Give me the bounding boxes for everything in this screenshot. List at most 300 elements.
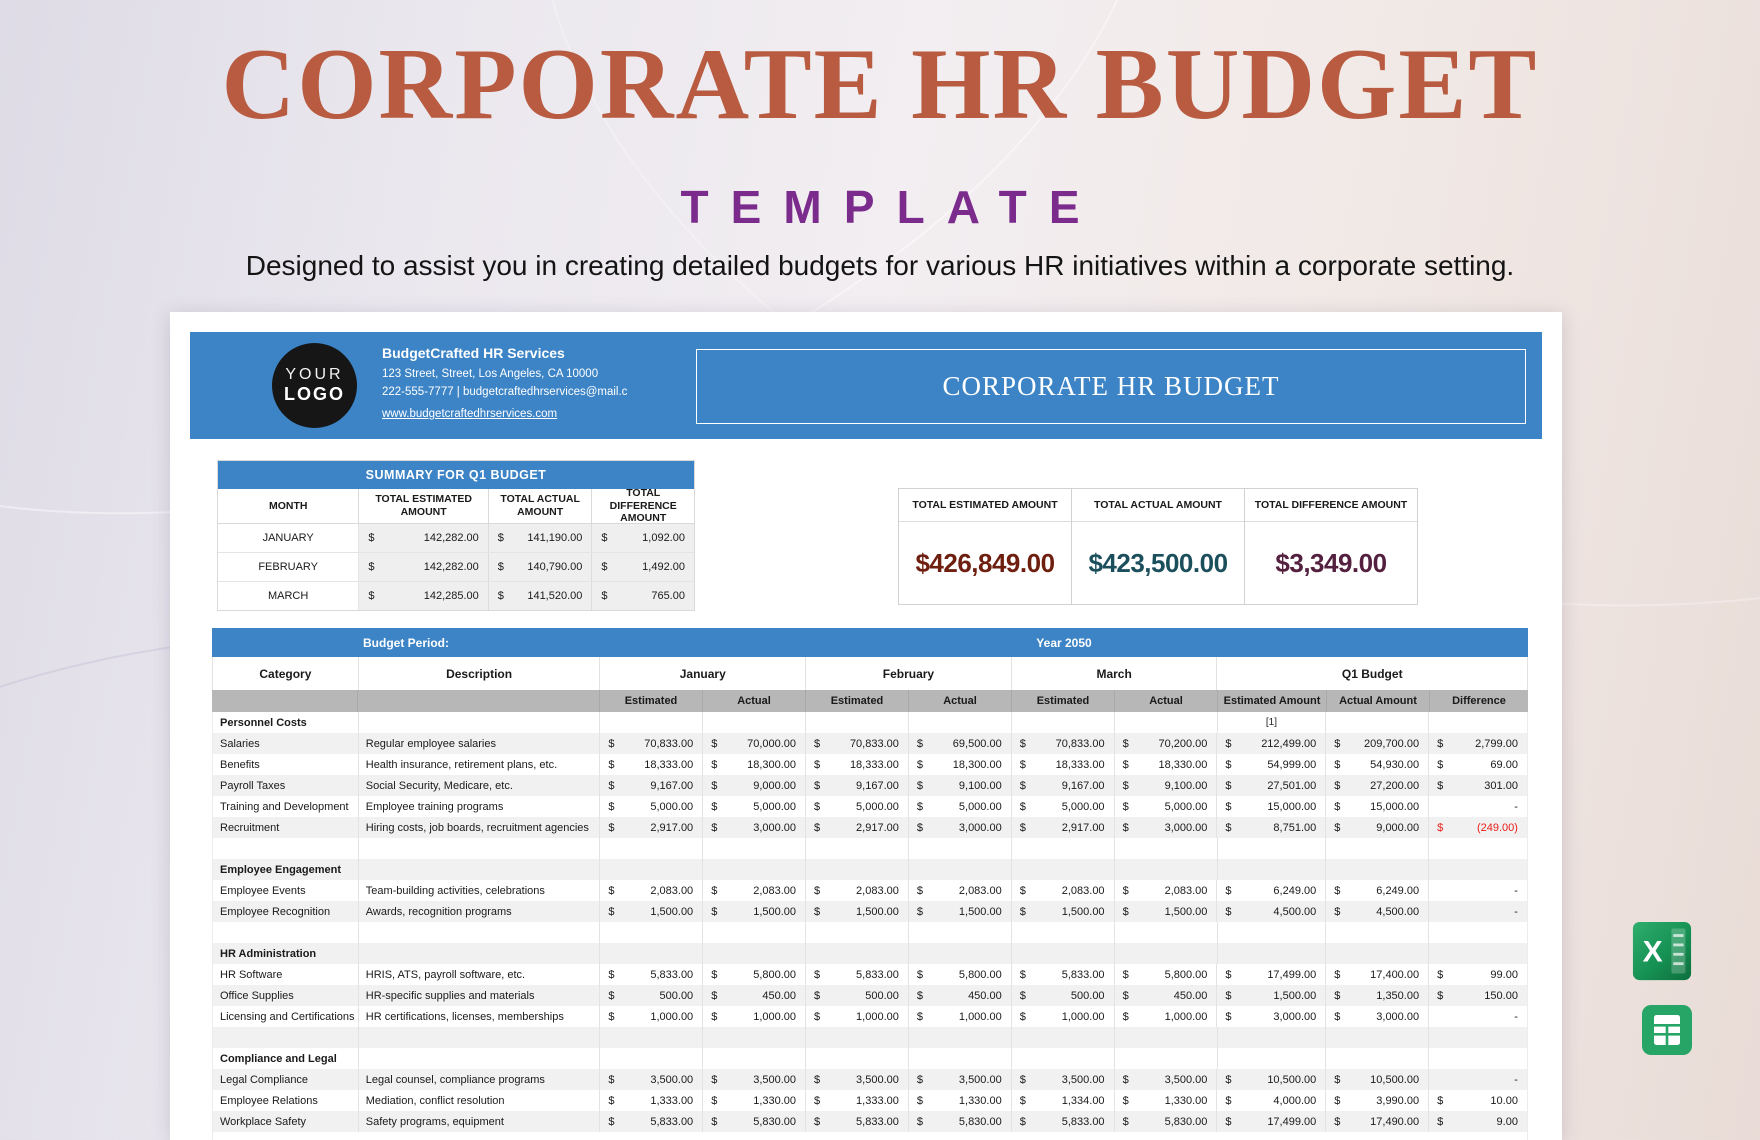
summary-value-cell <box>359 582 488 610</box>
page-description: Designed to assist you in creating detailed budgets for various HR initiatives within a corporate setting. <box>245 250 1515 281</box>
amount-value: 5,800.00 <box>958 968 1002 981</box>
money-cell <box>1012 985 1115 1006</box>
amount-value: 18,330.00 <box>1158 758 1208 771</box>
currency-symbol: $ <box>814 1094 821 1107</box>
amount-value: 450.00 <box>968 989 1002 1002</box>
money-cell <box>703 817 806 838</box>
section-row <box>212 1048 1528 1069</box>
budget-table-body <box>212 712 1528 1140</box>
currency-symbol: $ <box>1225 989 1232 1002</box>
category-cell: Employee Engagement <box>213 859 359 880</box>
amount-value: 3,000.00 <box>753 821 797 834</box>
amount-value: 3,000.00 <box>1273 1010 1317 1023</box>
money-cell <box>1217 1111 1326 1132</box>
currency-symbol: $ <box>1122 758 1129 771</box>
money-cell <box>1115 1111 1218 1132</box>
amount-value: (249.00) <box>1476 821 1518 834</box>
currency-symbol: $ <box>711 737 718 750</box>
currency-symbol: $ <box>608 800 615 813</box>
currency-symbol: $ <box>711 1094 718 1107</box>
currency-symbol: $ <box>1334 800 1341 813</box>
amount-value: 450.00 <box>762 989 797 1002</box>
svg-text:X: X <box>1642 935 1663 969</box>
table-row <box>212 985 1528 1006</box>
table-row <box>212 901 1528 922</box>
money-cell <box>1326 817 1429 838</box>
money-cell <box>1115 943 1218 964</box>
money-cell <box>806 712 909 733</box>
currency-symbol: $ <box>916 1094 923 1107</box>
total-box <box>1245 488 1418 605</box>
currency-symbol: $ <box>916 1073 923 1086</box>
money-cell <box>1326 733 1429 754</box>
amount-value: 5,000.00 <box>856 800 899 813</box>
currency-symbol: $ <box>711 1115 718 1128</box>
currency-symbol: $ <box>916 1010 923 1023</box>
description-cell <box>359 943 601 964</box>
amount-value: 142,282.00 <box>423 532 479 544</box>
money-cell <box>1326 775 1429 796</box>
amount-value: 1,333.00 <box>650 1094 694 1107</box>
amount-value: 5,833.00 <box>856 968 899 981</box>
difference-cell <box>1429 1006 1527 1027</box>
currency-symbol: $ <box>1122 905 1129 918</box>
currency-symbol: $ <box>814 758 821 771</box>
money-cell <box>909 964 1012 985</box>
money-cell <box>1217 775 1326 796</box>
money-cell <box>806 1048 909 1069</box>
money-cell <box>1115 1090 1218 1111</box>
amount-value: 9.00 <box>1496 1115 1518 1128</box>
amount-value: 3,500.00 <box>958 1073 1002 1086</box>
excel-icon[interactable] <box>1632 921 1692 986</box>
money-cell <box>1218 1027 1327 1048</box>
money-cell <box>1012 1048 1115 1069</box>
currency-symbol: $ <box>711 779 718 792</box>
money-cell <box>600 985 703 1006</box>
amount-value: 1,334.00 <box>1061 1094 1105 1107</box>
empty-row <box>212 1027 1528 1048</box>
currency-symbol: $ <box>1225 800 1232 813</box>
money-cell <box>1115 1006 1218 1027</box>
currency-symbol: $ <box>1122 800 1129 813</box>
company-name: BudgetCrafted HR Services <box>382 345 565 361</box>
money-cell <box>1217 1006 1326 1027</box>
amount-value: 70,833.00 <box>1055 737 1105 750</box>
amount-value: 17,490.00 <box>1370 1115 1420 1128</box>
money-cell <box>1012 712 1115 733</box>
amount-value: - <box>1514 1073 1518 1086</box>
table-row <box>212 754 1528 775</box>
amount-value: 15,000.00 <box>1370 800 1420 813</box>
subcol-jan-estimated: Estimated <box>600 690 703 712</box>
currency-symbol: $ <box>608 905 615 918</box>
company-contact: 222-555-7777 | budgetcraftedhrservices@mail.c <box>382 386 628 398</box>
amount-value: 765.00 <box>651 590 685 602</box>
document-title: CORPORATE HR BUDGET <box>942 371 1280 401</box>
money-cell <box>600 754 703 775</box>
subcol-feb-estimated: Estimated <box>806 690 909 712</box>
amount-value: 10,500.00 <box>1267 1073 1317 1086</box>
table-row <box>212 1111 1528 1132</box>
money-cell <box>1115 817 1218 838</box>
money-cell <box>703 1090 806 1111</box>
currency-symbol: $ <box>608 989 615 1002</box>
money-cell <box>909 754 1012 775</box>
table-row <box>212 1006 1528 1027</box>
total-label: TOTAL DIFFERENCE AMOUNT <box>1245 489 1417 522</box>
currency-symbol: $ <box>1225 884 1232 897</box>
summary-month-cell: JANUARY <box>218 524 359 552</box>
money-cell <box>1217 985 1326 1006</box>
money-cell <box>909 1006 1012 1027</box>
money-cell <box>1115 1069 1218 1090</box>
currency-symbol: $ <box>1334 737 1341 750</box>
money-cell <box>1012 1090 1115 1111</box>
money-cell <box>1217 1069 1326 1090</box>
amount-value: 141,520.00 <box>527 590 583 602</box>
total-value: $426,849.00 <box>915 547 1055 578</box>
description-cell: Employee training programs <box>359 796 601 817</box>
amount-value: 150.00 <box>1484 989 1518 1002</box>
google-sheets-icon[interactable] <box>1641 1004 1693 1061</box>
money-cell <box>909 1027 1012 1048</box>
amount-value: 1,500.00 <box>1061 905 1105 918</box>
money-cell <box>1218 838 1327 859</box>
category-cell: HR Software <box>213 964 359 985</box>
currency-symbol: $ <box>1019 800 1026 813</box>
currency-symbol: $ <box>916 905 923 918</box>
money-cell <box>806 754 909 775</box>
currency-symbol: $ <box>1334 905 1341 918</box>
description-cell: HR-specific supplies and materials <box>359 985 601 1006</box>
table-row <box>212 964 1528 985</box>
currency-symbol: $ <box>601 590 608 602</box>
amount-value: 5,830.00 <box>753 1115 797 1128</box>
budget-period-value: Year 2050 <box>1036 635 1092 650</box>
amount-value: 9,167.00 <box>1061 779 1105 792</box>
currency-symbol: $ <box>497 532 504 544</box>
money-cell <box>806 1069 909 1090</box>
subcol-blank <box>358 690 600 712</box>
category-cell: Benefits <box>213 754 359 775</box>
currency-symbol: $ <box>608 758 615 771</box>
amount-value: 1,000.00 <box>1061 1010 1105 1023</box>
amount-value: - <box>1514 1010 1518 1023</box>
currency-symbol: $ <box>1019 1073 1026 1086</box>
money-cell <box>1012 775 1115 796</box>
money-cell <box>806 1090 909 1111</box>
money-cell <box>703 838 806 859</box>
money-cell <box>703 964 806 985</box>
money-cell <box>703 712 806 733</box>
col-q1-budget: Q1 Budget <box>1341 666 1403 681</box>
amount-value: 5,800.00 <box>753 968 797 981</box>
company-website-link[interactable]: www.budgetcraftedhrservices.com <box>382 408 558 420</box>
amount-value: 5,000.00 <box>650 800 694 813</box>
money-cell <box>600 838 703 859</box>
money-cell <box>1429 754 1527 775</box>
amount-value: 500.00 <box>659 989 694 1002</box>
currency-symbol: $ <box>711 800 718 813</box>
currency-symbol: $ <box>1334 1010 1341 1023</box>
currency-symbol: $ <box>1225 1094 1232 1107</box>
col-category: Category <box>213 657 359 690</box>
amount-value: 3,990.00 <box>1376 1094 1420 1107</box>
currency-symbol: $ <box>1019 821 1026 834</box>
money-cell <box>600 859 703 880</box>
amount-value: 17,499.00 <box>1267 1115 1317 1128</box>
amount-value: 1,333.00 <box>856 1094 899 1107</box>
currency-symbol: $ <box>814 1010 821 1023</box>
money-cell <box>806 796 909 817</box>
subcol-difference: Difference <box>1452 695 1506 707</box>
money-cell <box>600 1006 703 1027</box>
description-cell <box>359 859 601 880</box>
currency-symbol: $ <box>1225 758 1232 771</box>
subcol-actual-amount: Actual Amount <box>1327 690 1430 712</box>
money-cell <box>600 1111 703 1132</box>
amount-value: 9,100.00 <box>1164 779 1208 792</box>
currency-symbol: $ <box>711 1010 718 1023</box>
amount-value: 4,500.00 <box>1273 905 1317 918</box>
table-row <box>212 880 1528 901</box>
description-cell: Legal counsel, compliance programs <box>359 1069 601 1090</box>
amount-value: 99.00 <box>1490 968 1518 981</box>
amount-value: 70,200.00 <box>1158 737 1208 750</box>
money-cell <box>1012 754 1115 775</box>
currency-symbol: $ <box>601 561 608 573</box>
summary-value-cell <box>359 524 488 552</box>
difference-cell <box>1429 859 1527 880</box>
amount-value: 1,000.00 <box>1164 1010 1208 1023</box>
money-cell <box>1115 880 1218 901</box>
description-cell: Health insurance, retirement plans, etc. <box>359 754 601 775</box>
spreadsheet-preview <box>170 312 1562 1140</box>
total-label: TOTAL ACTUAL AMOUNT <box>1072 489 1244 522</box>
amount-value: 1,330.00 <box>753 1094 797 1107</box>
category-cell: Legal Compliance <box>213 1069 359 1090</box>
amount-value: 9,000.00 <box>1376 821 1420 834</box>
amount-value: 3,500.00 <box>650 1073 694 1086</box>
summary-value-cell <box>592 582 694 610</box>
money-cell <box>1326 1069 1429 1090</box>
summary-value-cell <box>489 582 593 610</box>
currency-symbol: $ <box>916 989 923 1002</box>
description-cell <box>359 712 601 733</box>
money-cell <box>1012 838 1115 859</box>
money-cell <box>1115 733 1218 754</box>
budget-period-bar <box>212 628 1528 657</box>
summary-value-cell <box>592 524 694 552</box>
amount-value: - <box>1514 905 1518 918</box>
money-cell <box>1217 817 1326 838</box>
money-cell <box>1326 1006 1429 1027</box>
money-cell <box>1115 754 1218 775</box>
difference-cell <box>1429 1027 1527 1048</box>
currency-symbol: $ <box>916 968 923 981</box>
money-cell <box>703 796 806 817</box>
amount-value: 5,833.00 <box>856 1115 899 1128</box>
description-cell: Safety programs, equipment <box>359 1111 601 1132</box>
money-cell <box>1326 838 1429 859</box>
currency-symbol: $ <box>1225 1073 1232 1086</box>
difference-cell <box>1429 1048 1527 1069</box>
amount-value: 1,000.00 <box>753 1010 797 1023</box>
difference-cell <box>1429 1069 1527 1090</box>
money-cell <box>909 985 1012 1006</box>
amount-value: 17,400.00 <box>1370 968 1420 981</box>
money-cell <box>909 859 1012 880</box>
company-info <box>382 345 627 422</box>
description-cell <box>359 1048 601 1069</box>
money-cell <box>806 838 909 859</box>
money-cell <box>1012 859 1115 880</box>
currency-symbol: $ <box>711 989 718 1002</box>
difference-cell <box>1429 901 1527 922</box>
summary-title: SUMMARY FOR Q1 BUDGET <box>218 461 694 489</box>
amount-value: 5,833.00 <box>1061 968 1105 981</box>
currency-symbol: $ <box>1122 821 1129 834</box>
amount-value: 1,000.00 <box>856 1010 899 1023</box>
currency-symbol: $ <box>916 779 923 792</box>
col-february: February <box>806 657 1012 690</box>
currency-symbol: $ <box>1437 821 1444 834</box>
category-cell: HR Administration <box>213 943 359 964</box>
money-cell <box>703 754 806 775</box>
currency-symbol: $ <box>1019 989 1026 1002</box>
money-cell <box>1429 964 1527 985</box>
money-cell <box>1115 964 1218 985</box>
money-cell <box>1429 775 1527 796</box>
currency-symbol: $ <box>1334 884 1341 897</box>
currency-symbol: $ <box>1225 968 1232 981</box>
amount-value: 2,083.00 <box>856 884 899 897</box>
category-cell: Licensing and Certifications <box>213 1006 359 1027</box>
currency-symbol: $ <box>1122 1010 1129 1023</box>
money-cell <box>703 901 806 922</box>
amount-value: 10.00 <box>1490 1094 1518 1107</box>
amount-value: 2,917.00 <box>650 821 694 834</box>
empty-row <box>212 922 1528 943</box>
money-cell <box>1218 943 1327 964</box>
amount-value: 3,500.00 <box>1061 1073 1105 1086</box>
money-cell <box>703 1027 806 1048</box>
description-cell <box>359 922 601 943</box>
amount-value: 2,917.00 <box>1061 821 1105 834</box>
currency-symbol: $ <box>814 737 821 750</box>
category-cell: Employee Recognition <box>213 901 359 922</box>
amount-value: 70,833.00 <box>644 737 694 750</box>
currency-symbol: $ <box>916 884 923 897</box>
amount-value: 1,500.00 <box>856 905 899 918</box>
currency-symbol: $ <box>1019 1115 1026 1128</box>
amount-value: 5,000.00 <box>1164 800 1208 813</box>
money-cell <box>1012 733 1115 754</box>
money-cell <box>909 943 1012 964</box>
amount-value: 2,083.00 <box>753 884 797 897</box>
amount-value: 2,083.00 <box>650 884 694 897</box>
currency-symbol: $ <box>1437 968 1444 981</box>
amount-value: - <box>1514 800 1518 813</box>
summary-table <box>217 460 695 611</box>
currency-symbol: $ <box>1225 905 1232 918</box>
money-cell <box>806 775 909 796</box>
currency-symbol: $ <box>1437 1115 1444 1128</box>
amount-value: 9,000.00 <box>753 779 797 792</box>
amount-value: 500.00 <box>1070 989 1105 1002</box>
money-cell <box>600 1090 703 1111</box>
summary-row <box>218 524 694 553</box>
currency-symbol: $ <box>497 590 504 602</box>
currency-symbol: $ <box>1122 1073 1129 1086</box>
currency-symbol: $ <box>608 821 615 834</box>
difference-cell <box>1429 922 1527 943</box>
currency-symbol: $ <box>711 758 718 771</box>
money-cell <box>909 1048 1012 1069</box>
currency-symbol: $ <box>608 1115 615 1128</box>
amount-value: 1,350.00 <box>1376 989 1420 1002</box>
amount-value: 4,000.00 <box>1273 1094 1317 1107</box>
amount-value: 54,999.00 <box>1267 758 1317 771</box>
amount-value: 5,000.00 <box>958 800 1002 813</box>
money-cell <box>909 775 1012 796</box>
currency-symbol: $ <box>814 968 821 981</box>
amount-value: 5,830.00 <box>958 1115 1002 1128</box>
col-january: January <box>600 657 806 690</box>
currency-symbol: $ <box>608 968 615 981</box>
page-title: CORPORATE HR BUDGET <box>221 28 1539 141</box>
amount-value: 209,700.00 <box>1364 737 1420 750</box>
category-cell <box>213 838 359 859</box>
currency-symbol: $ <box>916 800 923 813</box>
money-cell <box>1012 880 1115 901</box>
category-cell: Salaries <box>213 733 359 754</box>
amount-value: 2,083.00 <box>1061 884 1105 897</box>
currency-symbol: $ <box>608 1010 615 1023</box>
currency-symbol: $ <box>711 968 718 981</box>
difference-cell <box>1429 712 1527 733</box>
currency-symbol: $ <box>1437 1094 1444 1107</box>
description-cell: HR certifications, licenses, memberships <box>359 1006 601 1027</box>
category-cell: Employee Events <box>213 880 359 901</box>
currency-symbol: $ <box>1225 1115 1232 1128</box>
amount-value: 140,790.00 <box>527 561 583 573</box>
currency-symbol: $ <box>1334 1115 1341 1128</box>
money-cell <box>909 880 1012 901</box>
amount-value: 3,000.00 <box>1164 821 1208 834</box>
budget-header-row <box>212 657 1528 690</box>
currency-symbol: $ <box>1019 1010 1026 1023</box>
money-cell <box>1218 1048 1327 1069</box>
money-cell <box>703 1006 806 1027</box>
money-cell <box>1012 1027 1115 1048</box>
money-cell <box>1326 880 1429 901</box>
money-cell <box>909 733 1012 754</box>
table-row <box>212 817 1528 838</box>
money-cell <box>806 943 909 964</box>
amount-value: 18,333.00 <box>644 758 694 771</box>
currency-symbol: $ <box>916 737 923 750</box>
subcol-jan-actual: Actual <box>703 690 806 712</box>
description-cell <box>359 1027 601 1048</box>
currency-symbol: $ <box>1019 779 1026 792</box>
amount-value: 6,249.00 <box>1376 884 1420 897</box>
amount-value: 3,500.00 <box>1164 1073 1208 1086</box>
empty-row <box>212 838 1528 859</box>
money-cell <box>1012 796 1115 817</box>
subcol-estimated-amount: Estimated Amount <box>1218 690 1327 712</box>
